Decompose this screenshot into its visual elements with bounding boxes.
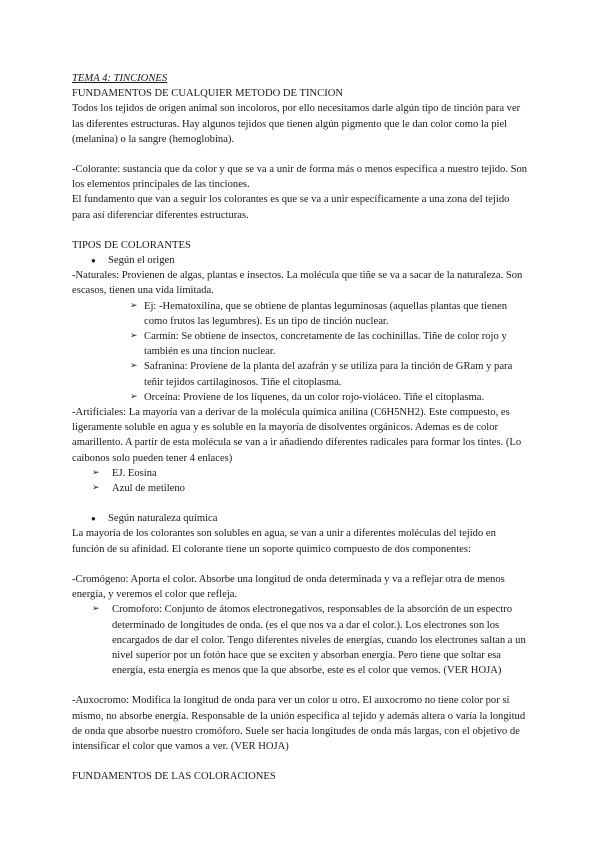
arrow-bullet-icon: ➢ [92,467,100,478]
spacer [72,754,530,769]
paragraph: La mayoría de los colorantes son solubles en agua, se van a unir a diferentes moléculas del tejido en función de su afinidad. El colorante tiene un soporte químico compuesto de dos componentes: [72,528,496,555]
bullet-item [72,511,530,526]
document-title: TEMA 4: TINCIONES [72,73,168,84]
list-item [72,481,530,496]
list-item-text: Carmín: Se obtiene de insectos, concretamente de las cochinillas. Tiñe de color rojo y también es una tincion nuclear. [144,331,507,358]
list-item [72,602,530,678]
spacer [72,147,530,162]
list-item-text: Ej: -Hematoxilina, que se obtiene de plantas leguminosas (aquellas plantas que tienen como frutos las legumbres). Es un tipo de tinción nuclear. [144,300,508,327]
paragraph: Todos los tejidos de origen animal son incoloros, por ello necesitamos darle algún tipo de tinción para ver las diferentes estructuras. Hay algunos tejidos que tienen algún pigmento que le dan color como la piel (melanina) o la sangre (hemoglobina). [72,103,521,145]
list-item-text: EJ. Eosina [112,467,157,479]
paragraph: -Colorante: sustancia que da color y que se va a unir de forma más o menos específica a nuestro tejido. Son los elementos principales de las tinciones. [72,164,528,191]
paragraph: -Auxocromo: Modifica la longitud de onda para ver un color u otro. El auxocromo no tiene color por sí mismo, no absorbe energía. Responsable de la unión específica al tejido y además altera o varía la longitud de onda que absorbe nuestro cromóforo. Suele ser hacia longitudes de onda más largas, con el objetivo de intensificar el color que vamos a ver. (VER HOJA) [72,695,526,752]
list-item [72,390,530,405]
paragraph: El fundamento que van a seguir los colorantes es que se va a unir específicamente a una zona del tejido para así diferenciar diferentes estructuras. [72,194,510,221]
bullet-item [72,253,530,268]
list-item [72,359,530,389]
section-heading: TIPOS DE COLORANTES [72,239,191,251]
arrow-bullet-icon: ➢ [130,331,138,342]
paragraph: -Cromógeno: Aporta el color. Absorbe una longitud de onda determinada y va a reflejar otra de menos energía, y veremos el color que refleja. [72,573,505,601]
list-item [72,299,530,329]
list-item [72,466,530,481]
list-item-text: Cromoforo: Conjunto de átomos electronegativos, responsables de la absorción de un espectro determinado de longitudes de onda. (es el que nos va a dar el color.). Los electrones son los encargados de dar el color. Tengo diferentes niveles de energías, cuando los electrones saltan a un nivel superior por un fotón hace que se exciten y absorban energía. Pero tiene que soltar esa energía, esta energía es menos que la que absorbe, este es el color que vemos. (VER HOJA) [112,604,526,677]
arrow-bullet-icon: ➢ [130,300,138,311]
list-item-text: Orceína: Proviene de los líquenes, da un color rojo-violáceo. Tiñe el citoplasma. [144,391,485,403]
spacer [72,223,530,238]
bullet-icon: ● [91,256,96,266]
bullet-text: Según el origen [108,255,175,267]
bullet-text: Según naturaleza química [108,513,218,525]
spacer [72,557,530,572]
section-heading: FUNDAMENTOS DE CUALQUIER METODO DE TINCION [72,88,344,100]
spacer [72,678,530,693]
arrow-bullet-icon: ➢ [130,391,138,402]
arrow-bullet-icon: ➢ [92,483,100,494]
list-item-text: Azul de metileno [112,483,185,495]
list-item-text: Safranina: Proviene de la planta del azafrán y se utiliza para la tinción de GRam y para teñir tejidos cartilaginosos. Tiñe el citoplasma. [144,361,513,388]
arrow-bullet-icon: ➢ [92,604,100,615]
bullet-icon: ● [91,514,96,524]
arrow-bullet-icon: ➢ [130,361,138,372]
spacer [72,496,530,511]
list-item [72,329,530,359]
section-heading: FUNDAMENTOS DE LAS COLORACIONES [72,771,276,783]
paragraph: -Artificiales: La mayoría van a derivar de la molécula química anilina (C6H5NH2). Este compuesto, es ligeramente soluble en agua y es soluble en la mayoría de disolventes orgánicos. Ademas es de color amarillento. A partir de esta molécula se van a ir añadiendo diferentes radicales para formar los tintes. (Lo caibonos solo pueden tener 4 enlaces) [72,407,522,464]
paragraph: -Naturales: Provienen de algas, plantas e insectos. La molécula que tiñe se va a sacar de la naturaleza. Son escasos, tienen una vida limitada. [72,270,523,297]
